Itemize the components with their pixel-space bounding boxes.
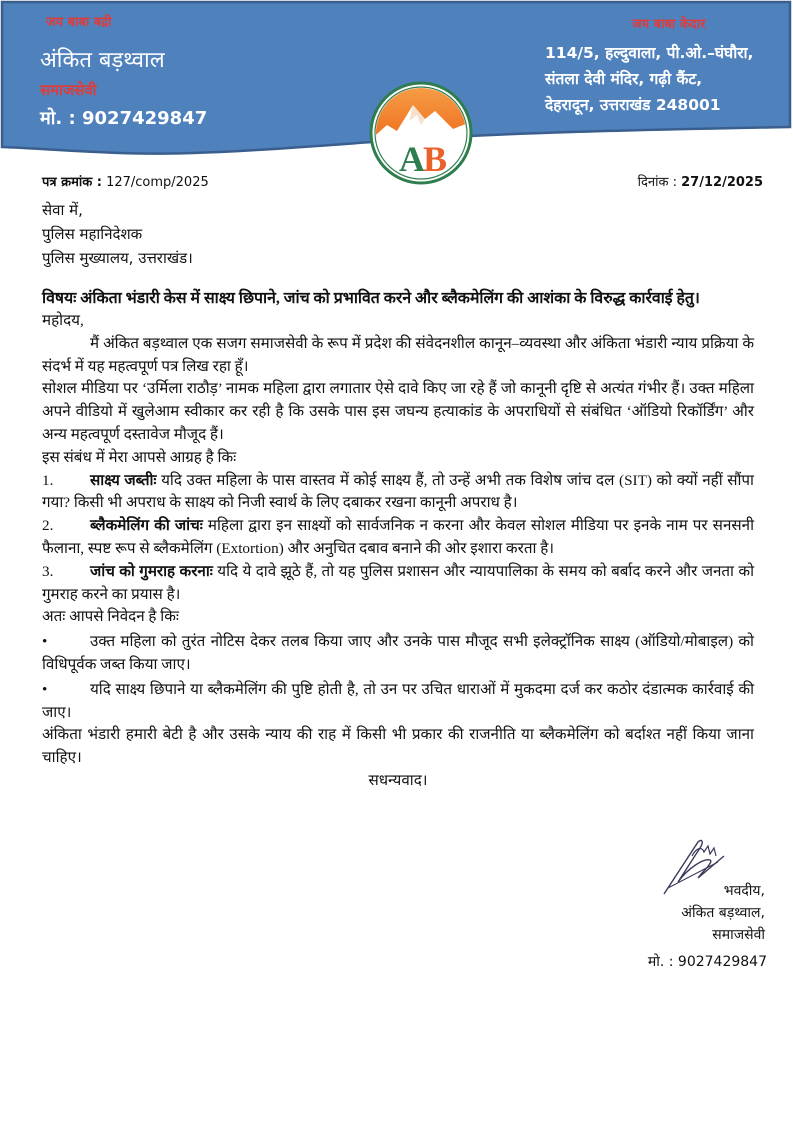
numbered-point bbox=[42, 561, 754, 607]
point-title: जांच को गुमराह करनाः bbox=[90, 562, 213, 580]
bullet-item bbox=[42, 631, 754, 677]
address-line: 114/5, हल्दुवाला, पी.ओ.–घंघौरा, bbox=[545, 44, 754, 62]
reference-label: पत्र क्रमांक : bbox=[42, 175, 102, 190]
letter-date bbox=[638, 172, 763, 190]
address-line: देहरादून, उत्तराखंड 248001 bbox=[545, 96, 721, 114]
signatory-designation: समाजसेवी bbox=[712, 927, 765, 943]
conclusion: अंकिता भंडारी हमारी बेटी है और उसके न्याय की राह में किसी भी प्रकार की राजनीति या ब्लैकमेलिंग को बर्दाश्त नहीं किया जाना चाहिए। bbox=[42, 726, 754, 767]
paragraph: मैं अंकित बड़थ्वाल एक सजग समाजसेवी के रूप में प्रदेश की संवेदनशील कानून–व्यवस्था और अंकिता भंडारी न्याय प्रक्रिया के संदर्भ में यह महत्वपूर्ण पत्र लिख रहा हूँ। bbox=[42, 334, 754, 375]
point-text: यदि उक्त महिला के पास वास्तव में कोई साक्ष्य हैं, तो उन्हें अभी तक विशेष जांच दल (SIT) को क्यों नहीं सौंपा गया? किसी भी अपराध के साक्ष्य को निजी स्वार्थ के लिए दबाकर रखना कानूनी अपराध है। bbox=[42, 471, 754, 512]
point-title: साक्ष्य जब्तीः bbox=[90, 471, 157, 489]
left-motto: जय बाबा बद्री bbox=[46, 15, 112, 30]
bullet-text: यदि साक्ष्य छिपाने या ब्लैकमेलिंग की पुष्टि होती है, तो उन पर उचित धाराओं में मुकदमा दर्ज कर कठोर दंडात्मक कार्रवाई की जाए। bbox=[42, 680, 754, 721]
letter-subject: विषयः अंकिता भंडारी केस में साक्ष्य छिपाने, जांच को प्रभावित करने और ब्लैकमेलिंग की आशंका के विरुद्ध कार्रवाई हेतु। bbox=[42, 290, 700, 307]
point-title: ब्लैकमेलिंग की जांचः bbox=[90, 517, 203, 535]
letterhead-address bbox=[545, 40, 753, 118]
bullet-text: उक्त महिला को तुरंत नोटिस देकर तलब किया जाए और उनके पास मौजूद सभी इलेक्ट्रॉनिक साक्ष्य (ऑडियो/मोबाइल) को विधिपूर्वक जब्त किया जाए। bbox=[42, 633, 754, 673]
right-motto: जय बाबा केदार bbox=[632, 17, 706, 32]
numbered-point bbox=[42, 470, 754, 516]
logo-letter-b: B bbox=[423, 139, 448, 179]
reference-number bbox=[42, 172, 209, 190]
logo-letter-a: A bbox=[399, 139, 425, 179]
reference-value: 127/comp/2025 bbox=[106, 175, 209, 190]
signatory-mobile: मो. : 9027429847 bbox=[647, 954, 767, 970]
point-number: 2. bbox=[42, 517, 54, 535]
thanks: सधन्यवाद। bbox=[368, 771, 428, 789]
date-value: 27/12/2025 bbox=[681, 175, 763, 190]
numbered-point bbox=[42, 515, 754, 561]
addressee bbox=[42, 198, 193, 270]
point-text: यदि ये दावे झूठे हैं, तो यह पुलिस प्रशासन और न्यायपालिका के समय को बर्बाद करने और जनता को गुमराह करने का प्रयास है। bbox=[42, 562, 755, 603]
ab-logo bbox=[369, 81, 473, 185]
letterhead-mobile: मो. : 9027429847 bbox=[40, 108, 208, 129]
addressee-line: पुलिस महानिदेशक bbox=[42, 225, 143, 243]
bullet-item bbox=[42, 679, 754, 725]
letter-body bbox=[42, 288, 754, 793]
point-text: महिला द्वारा इन साक्ष्यों को सार्वजनिक न करना और केवल सोशल मीडिया पर इनके नाम पर सनसनी फैलाना, स्पष्ट रूप से ब्लैकमेलिंग (Extortion) और अनुचित दबाव बनाने की ओर इशारा करता है। bbox=[42, 517, 754, 557]
point-number: 3. bbox=[42, 562, 54, 580]
yours-faithfully: भवदीय, bbox=[723, 883, 765, 899]
address-line: संतला देवी मंदिर, गढ़ी कैंट, bbox=[545, 70, 703, 88]
signatory-name: अंकित बड़थ्वाल, bbox=[681, 905, 765, 921]
letterhead-designation: समाजसेवी bbox=[40, 81, 97, 99]
date-label: दिनांक : bbox=[637, 175, 677, 190]
addressee-line: सेवा में, bbox=[42, 201, 83, 219]
sign-off bbox=[681, 880, 765, 946]
salutation: महोदय, bbox=[42, 312, 84, 329]
bullet-icon: • bbox=[42, 633, 48, 651]
addressee-line: पुलिस मुख्यालय, उत्तराखंड। bbox=[42, 249, 193, 267]
prayer-intro: अतः आपसे निवेदन है किः bbox=[42, 608, 179, 626]
letterhead-name: अंकित बड़थ्वाल bbox=[40, 48, 165, 73]
bullet-icon: • bbox=[42, 680, 48, 698]
point-number: 1. bbox=[42, 471, 54, 489]
request-intro: इस संबंध में मेरा आपसे आग्रह है किः bbox=[42, 448, 237, 466]
paragraph: सोशल मीडिया पर ‘उर्मिला राठौड़’ नामक महिला द्वारा लगातार ऐसे दावे किए जा रहे हैं जो कानूनी दृष्टि से अत्यंत गंभीर हैं। उक्त महिला अपने वीडियो में खुलेआम स्वीकार कर रही है कि उसके पास इस जघन्य हत्याकांड के अपराधियों से संबंधित ‘ऑडियो रिकॉर्डिंग’ और अन्य महत्वपूर्ण दस्तावेज मौजूद हैं। bbox=[42, 380, 754, 443]
